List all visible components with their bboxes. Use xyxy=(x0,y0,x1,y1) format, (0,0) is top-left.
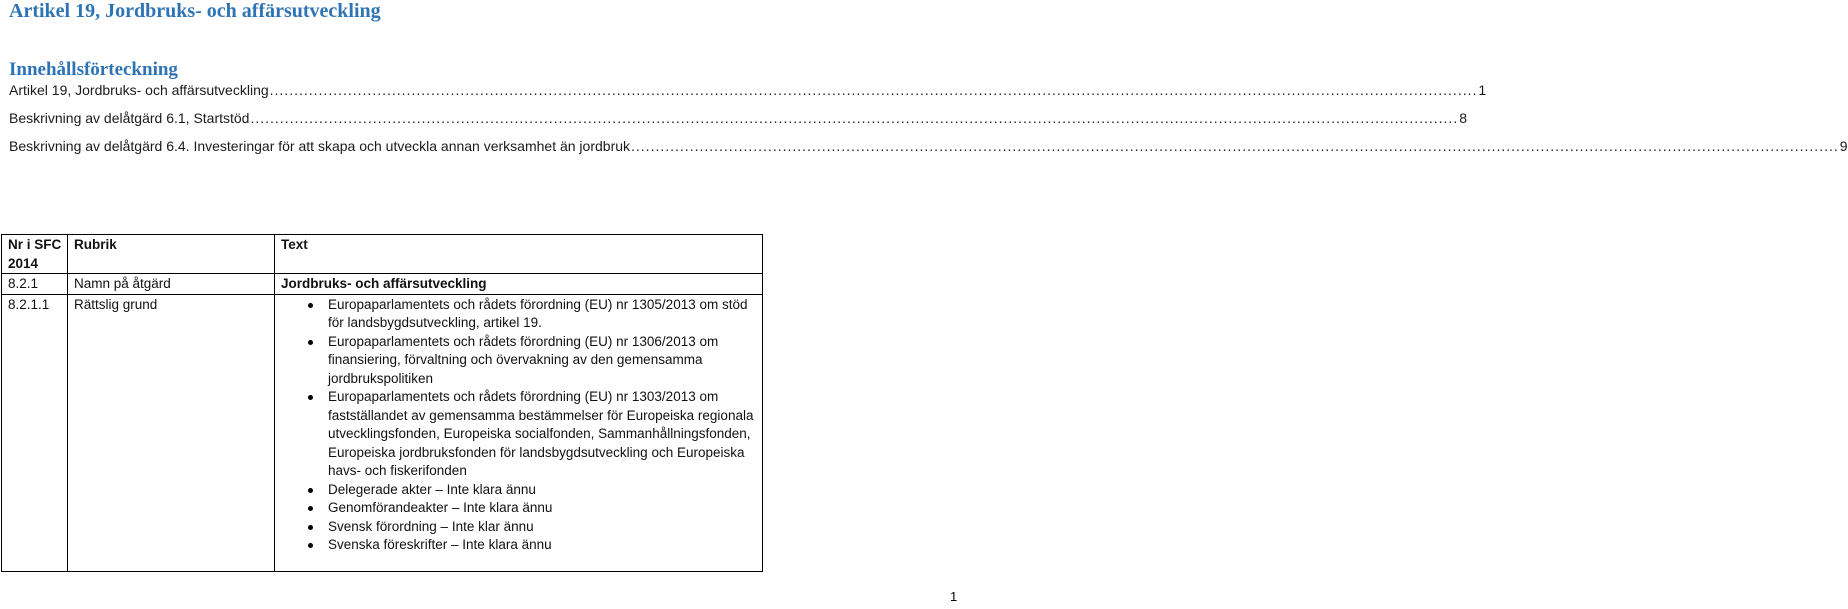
list-item: Genomförandeakter – Inte klara ännu xyxy=(281,499,758,518)
toc-entry[interactable] xyxy=(9,110,1468,128)
toc-entry-title: Beskrivning av delåtgärd 6.4. Investeringar för att skapa och utveckla annan verksamhet än jordbruk xyxy=(9,138,631,154)
toc-entry-page: 9 xyxy=(1839,138,1848,154)
list-item: Europaparlamentets och rådets förordning (EU) nr 1305/2013 om stöd för landsbygdsutveckling, artikel 19. xyxy=(281,296,758,333)
row-nr: 8.2.1 xyxy=(2,274,68,295)
legal-basis-table xyxy=(1,234,763,572)
row-rubrik: Namn på åtgärd xyxy=(68,274,275,295)
table-row xyxy=(2,294,763,572)
table-row xyxy=(2,274,763,295)
header-rubrik: Rubrik xyxy=(68,235,275,274)
list-item: Delegerade akter – Inte klara ännu xyxy=(281,481,758,500)
row-nr: 8.2.1.1 xyxy=(2,294,68,572)
toc-entry-title: Beskrivning av delåtgärd 6.1, Startstöd xyxy=(9,110,250,126)
header-text: Text xyxy=(275,235,763,274)
list-item: Europaparlamentets och rådets förordning (EU) nr 1306/2013 om finansiering, förvaltning och övervakning av den gemensamma jordbrukspolitiken xyxy=(281,333,758,389)
toc-dot-leader: ....................................................................................................................................................................................................................................................... xyxy=(631,138,1839,154)
table-header-row xyxy=(2,235,763,274)
toc-entry[interactable] xyxy=(9,138,1848,156)
toc-dot-leader: ....................................................................................................................................................................................................................................................... xyxy=(250,110,1459,126)
page-number: 1 xyxy=(950,589,958,604)
list-item: Svenska föreskrifter – Inte klara ännu xyxy=(281,536,758,555)
page-heading: Artikel 19, Jordbruks- och affärsutveckling xyxy=(9,0,381,22)
row-text xyxy=(275,294,763,572)
list-item: Svensk förordning – Inte klar ännu xyxy=(281,518,758,537)
toc-title: Innehållsförteckning xyxy=(9,59,178,80)
toc-entry-page: 8 xyxy=(1459,110,1468,126)
toc-entry-title: Artikel 19, Jordbruks- och affärsutveckling xyxy=(9,82,269,98)
toc-entry-page: 1 xyxy=(1478,82,1487,98)
legal-basis-list xyxy=(281,296,758,555)
list-item: Europaparlamentets och rådets förordning (EU) nr 1303/2013 om fastställandet av gemensamma bestämmelser för Europeiska regionala utvecklingsfonden, Europeiska socialfonden, Sammanhållningsfonden, Europeiska jordbruksfonden för landsbygdsutveckling och Europeiska havs- och fiskerifonden xyxy=(281,388,758,481)
toc-entry[interactable] xyxy=(9,82,1487,100)
toc-dot-leader: ....................................................................................................................................................................................................................................................... xyxy=(269,82,1478,98)
header-nr: Nr i SFC 2014 xyxy=(2,235,68,274)
row-rubrik: Rättslig grund xyxy=(68,294,275,572)
row-text: Jordbruks- och affärsutveckling xyxy=(275,274,763,295)
